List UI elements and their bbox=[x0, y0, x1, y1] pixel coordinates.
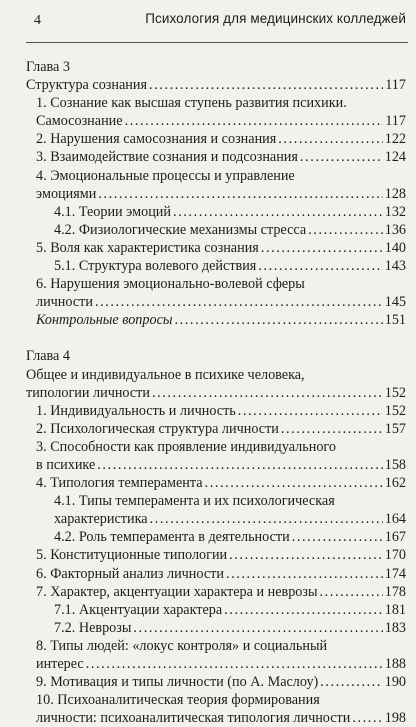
toc-entry: 3. Взаимодействие сознания и подсознания ..... 124 bbox=[26, 148, 406, 166]
page-ref: 143 bbox=[384, 258, 406, 275]
toc-entry: интерес ..... 188 bbox=[26, 655, 406, 673]
page-ref: 151 bbox=[384, 312, 406, 329]
toc-entry bbox=[26, 384, 406, 402]
page-ref: 158 bbox=[384, 456, 406, 473]
toc-entry: 7. Характер, акцентуации характера и неврозы ..... 178 bbox=[26, 583, 406, 601]
toc-entry: 5. Конституционные типологии ..... 170 bbox=[26, 546, 406, 564]
page-ref: 198 bbox=[384, 710, 406, 727]
chapter-title: Структура сознания bbox=[26, 77, 147, 94]
toc-entry: 7.2. Неврозы ..... 183 bbox=[26, 619, 406, 637]
toc-entry-line: 8. Типы людей: «локус контроля» и социальный bbox=[36, 637, 328, 654]
page-ref: 124 bbox=[384, 149, 406, 166]
toc-entry: 7.1. Акцентуации характера ..... 181 bbox=[26, 601, 406, 619]
toc-entry: 2. Нарушения самосознания и сознания ..... 122 bbox=[26, 130, 406, 148]
page-ref: 145 bbox=[384, 294, 406, 311]
toc-entry: характеристика ..... 164 bbox=[26, 510, 406, 528]
page-ref: 152 bbox=[384, 402, 406, 419]
toc-entry-line: 6. Нарушения эмоционально-волевой сферы bbox=[36, 276, 305, 293]
page-ref: 140 bbox=[384, 239, 406, 256]
page-number: 4 bbox=[34, 13, 41, 28]
chapter-title: Общее и индивидуальное в психике человека, bbox=[26, 366, 305, 383]
toc-entry: 1. Индивидуальность и личность ..... 152 bbox=[26, 402, 406, 420]
toc-entry: Самосознание ..... 117 bbox=[26, 112, 406, 130]
page-ref: 188 bbox=[384, 656, 406, 672]
chapter-title-cont: типологии личности bbox=[26, 384, 150, 401]
page-ref: 117 bbox=[385, 77, 406, 94]
toc-entry: 5. Воля как характеристика сознания ..... 140 bbox=[26, 239, 406, 257]
chapter-label: Глава 4 bbox=[26, 348, 70, 365]
page-ref: 190 bbox=[384, 674, 406, 691]
toc-entry-line: 10. Психоаналитическая теория формирования bbox=[36, 692, 320, 709]
page-ref: 122 bbox=[384, 131, 406, 148]
toc-entry: личности ..... 145 bbox=[26, 293, 406, 311]
page-ref: 117 bbox=[385, 113, 406, 130]
page-ref: 128 bbox=[384, 185, 406, 202]
page-ref: 170 bbox=[384, 547, 406, 564]
toc-entry: 2. Психологическая структура личности ..... 157 bbox=[26, 420, 406, 438]
toc-entry-line: 4. Эмоциональные процессы и управление bbox=[36, 167, 295, 184]
toc-entry: 6. Факторный анализ личности ..... 174 bbox=[26, 565, 406, 583]
toc-entry: 5.1. Структура волевого действия ..... 143 bbox=[26, 257, 406, 275]
header-rule bbox=[26, 42, 408, 43]
toc-entry: 4.2. Роль темперамента в деятельности ..... 167 bbox=[26, 528, 406, 546]
page-ref: 132 bbox=[384, 203, 406, 220]
running-title: Психология для медицинских колледжей bbox=[145, 11, 406, 26]
page-ref: 157 bbox=[384, 420, 406, 437]
page-ref: 162 bbox=[384, 475, 406, 492]
toc-entry: 9. Мотивация и типы личности (по А. Маслоу) ..... 190 bbox=[26, 673, 406, 691]
page-ref: 178 bbox=[384, 583, 406, 600]
page-ref: 136 bbox=[384, 221, 406, 238]
page-ref: 181 bbox=[384, 601, 406, 618]
toc-entry: личности: психоаналитическая типология личности ..... 198 bbox=[26, 709, 406, 727]
toc-entry-line: 1. Сознание как высшая ступень развития психики. bbox=[36, 95, 347, 112]
toc-entry: эмоциями ..... 128 bbox=[26, 185, 406, 203]
table-of-contents bbox=[26, 58, 406, 727]
toc-entry: 4.1. Теории эмоций ..... 132 bbox=[26, 203, 406, 221]
page-header bbox=[0, 0, 416, 44]
toc-entry bbox=[26, 311, 406, 329]
toc-entry: 4. Типология темперамента ..... 162 bbox=[26, 474, 406, 492]
page-ref: 164 bbox=[384, 511, 406, 528]
toc-entry bbox=[26, 76, 406, 94]
chapter-4 bbox=[26, 347, 406, 727]
chapter-label: Глава 3 bbox=[26, 59, 70, 75]
page-ref: 183 bbox=[384, 619, 406, 636]
toc-entry: 4.2. Физиологические механизмы стресса ..... 136 bbox=[26, 221, 406, 239]
toc-entry: в психике ..... 158 bbox=[26, 456, 406, 474]
page-ref: 167 bbox=[384, 529, 406, 546]
chapter-3 bbox=[26, 58, 406, 329]
review-questions: Контрольные вопросы bbox=[36, 312, 173, 329]
page-ref: 152 bbox=[384, 384, 406, 401]
page-ref: 174 bbox=[384, 565, 406, 582]
toc-entry-line: 4.1. Типы темперамента и их психологическая bbox=[54, 493, 335, 510]
toc-entry-line: 3. Способности как проявление индивидуального bbox=[36, 438, 336, 455]
